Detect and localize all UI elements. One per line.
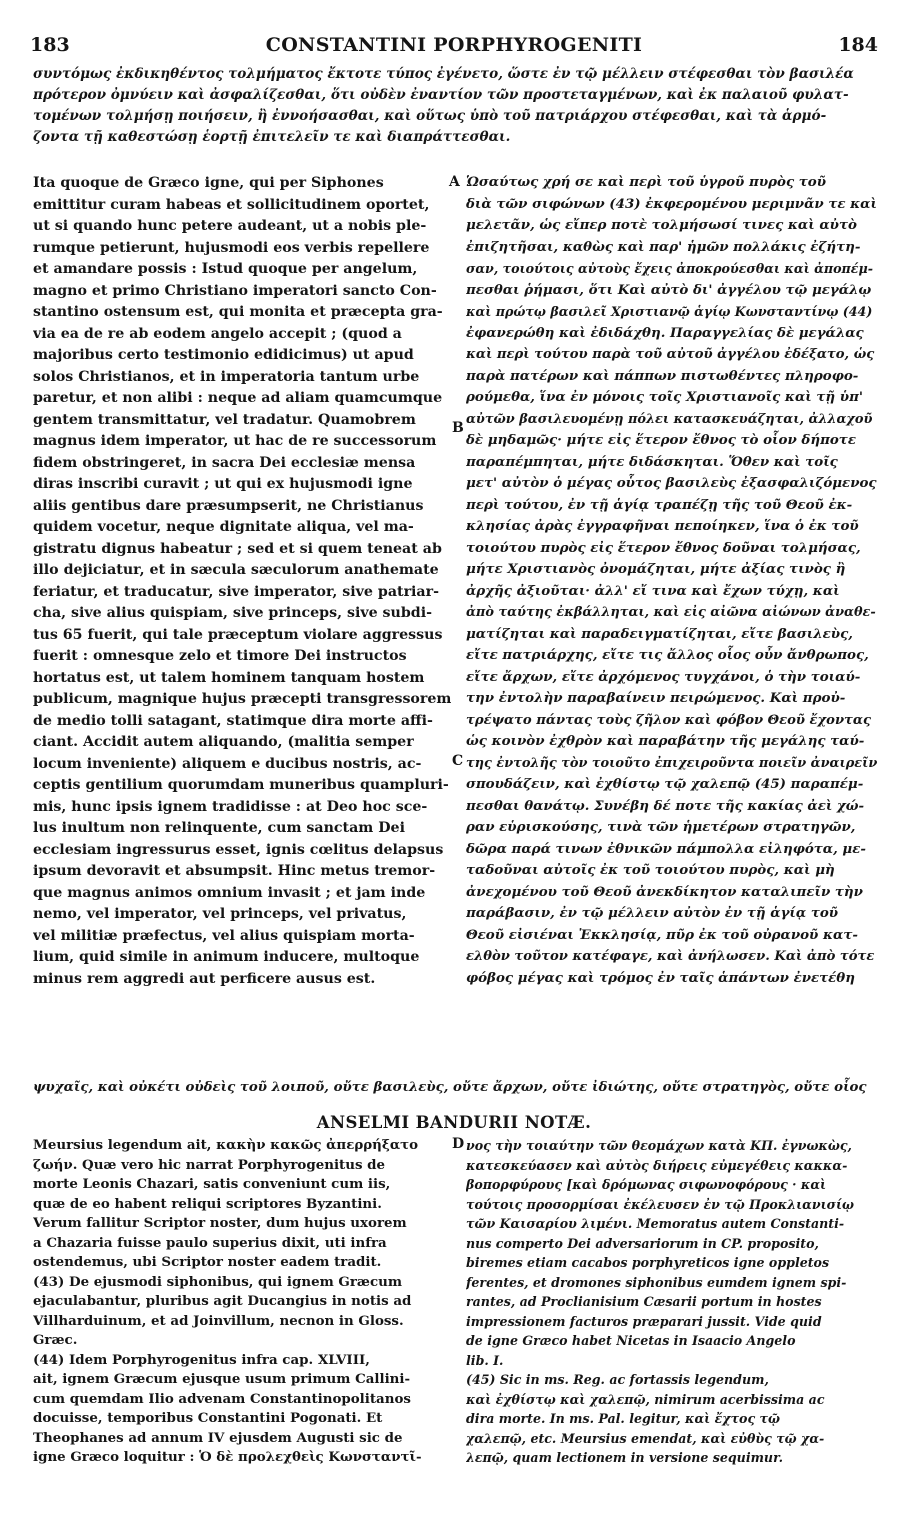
text-line: ἀρχῆς ἀξιοῦται· ἀλλ' εἴ τινα καὶ ἔχων τύχῃ, καὶ xyxy=(466,582,840,599)
note-line: docuisse, temporibus Constantini Pogonati. Et xyxy=(33,1410,383,1426)
text-line: ut si quando hunc petere audeant, ut a nobis ple- xyxy=(33,218,427,234)
text-line: Ita quoque de Græco igne, qui per Siphones xyxy=(33,175,384,191)
note-line: (45) Sic in ms. Reg. ac fortassis legendum, xyxy=(466,1372,769,1387)
text-line: την ἐντολὴν παραβαίνειν πειρώμενος. Καὶ προὐ- xyxy=(466,690,846,706)
text-line: ψυχαῖς, καὶ οὐκέτι οὐδεὶς τοῦ λοιποῦ, οὔτε βασιλεὺς, οὔτε ἄρχων, οὔτε ἰδιώτης, οὔτε στρατηγὸς, οὔτε οἷος xyxy=(33,1079,867,1095)
note-line: Villharduinum, et ad Joinvillum, necnon in Gloss. xyxy=(33,1312,404,1329)
note-line: καὶ ἐχθίστῳ καὶ χαλεπῷ, nimirum acerbissima ac xyxy=(466,1391,825,1407)
text-line: πεσθαι θανάτῳ. Συνέβη δέ ποτε τῆς κακίας ἀεὶ χώ- xyxy=(466,797,865,814)
margin-letter-d: D xyxy=(452,1136,465,1152)
note-line: κατεσκεύασεν καὶ αὐτὸς διήρεις εὐμεγέθεις κακκα- xyxy=(466,1157,848,1173)
text-line: περὶ τούτου, ἐν τῇ ἁγίᾳ τραπέζῃ τῆς τοῦ Θεοῦ ἐκ- xyxy=(466,496,853,513)
text-line: magnus idem imperator, ut hac de re successorum xyxy=(33,433,437,449)
text-line: εἴτε πατριάρχης, εἴτε τις ἄλλος οἷος οὖν ἄνθρωπος, xyxy=(466,647,869,663)
text-line: ραν εὑρισκούσης, τινὰ τῶν ἡμετέρων στρατηγῶν, xyxy=(466,819,856,835)
text-line: ἀπὸ ταύτης ἐκβάλληται, καὶ εἰς αἰῶνα αἰώνων ἀναθε- xyxy=(466,605,876,620)
greek-column xyxy=(466,172,878,989)
note-line: cum quemdam Ilio advenam Constantinopolitanos xyxy=(33,1390,411,1407)
text-line: minus rem aggredi aut perficere ausus est. xyxy=(33,970,376,987)
text-line: mis, hunc ipsis ignem tradidisse : at Deo hoc sce- xyxy=(33,798,428,815)
note-line: nus comperto Dei adversariorum in CP. proposito, xyxy=(466,1235,819,1251)
text-line: vel militiæ præfectus, vel alius quispiam morta- xyxy=(33,927,415,944)
text-line: hortatus est, ut talem hominem tanquam hostem xyxy=(33,669,425,686)
text-line: αὐτῶν βασιλευομένῃ πόλει κατασκευάζηται, ἀλλαχοῦ xyxy=(466,411,873,427)
note-line: νος τὴν τοιαύτην τῶν θεομάχων κατὰ ΚΠ. ἐγνωκὼς, xyxy=(466,1138,852,1153)
text-line: ζοντα τῇ καθεστώσῃ ἑορτῇ ἐπιτελεῖν τε καὶ διαπράττεσθαι. xyxy=(33,129,511,145)
note-line: a Chazaria fuisse paulo superius dixit, uti infra xyxy=(33,1234,387,1251)
note-line: βοπορφύρους [καὶ δρόμωνας σιφωνοφόρους · καὶ xyxy=(466,1177,827,1192)
note-line: dira morte. In ms. Pal. legitur, καὶ ἔχτος τῷ xyxy=(466,1411,780,1426)
text-line: μήτε Χριστιανὸς ὀνομάζηται, μήτε ἀξίας τινὸς ἢ xyxy=(466,561,846,577)
note-line: ostendemus, ubi Scriptor noster eadem tradit. xyxy=(33,1254,382,1270)
text-line: ἐφανερώθη καὶ ἐδιδάχθη. Παραγγελίας δὲ μεγάλας xyxy=(466,324,864,341)
note-line: Verum fallitur Scriptor noster, dum hujus uxorem xyxy=(33,1215,407,1231)
text-line: diras inscribi curavit ; ut qui ex hujusmodi igne xyxy=(33,476,413,492)
text-line: παρὰ πατέρων καὶ πάππων πιστωθέντες πληροφο- xyxy=(466,367,859,384)
text-line: lus inultum non relinquente, cum sanctam Dei xyxy=(33,820,405,836)
text-line: ecclesiam ingressurus esset, ignis cœlitus delapsus xyxy=(33,841,444,858)
text-line: καὶ περὶ τούτου παρὰ τοῦ αὐτοῦ ἀγγέλου ἐδέξατο, ὡς xyxy=(466,347,875,362)
note-line: χαλεπῷ, etc. Meursius emendat, καὶ εὐθὺς τῷ χα- xyxy=(466,1430,825,1446)
text-line: εἴτε ἄρχων, εἴτε ἀρχόμενος τυγχάνοι, ὁ τὴν τοιαύ- xyxy=(466,668,861,685)
text-line: ματίζηται καὶ παραδειγματίζηται, εἴτε βασιλεὺς, xyxy=(466,625,853,642)
note-line: (43) De ejusmodi siphonibus, qui ignem Græcum xyxy=(33,1273,403,1290)
note-line: rantes, ad Proclianisium Cæsarii portum in hostes xyxy=(466,1294,822,1309)
text-line: rumque petierunt, hujusmodi eos verbis repellere xyxy=(33,239,430,256)
text-line: πεσθαι ῥήμασι, ὅτι Καὶ αὐτὸ δι' ἀγγέλου τῷ μεγάλῳ xyxy=(466,281,872,298)
note-line: Theophanes ad annum IV ejusdem Augusti sic de xyxy=(33,1429,403,1446)
text-line: locum inveniente) aliquem e ducibus nostris, ac- xyxy=(33,755,422,772)
latin-column xyxy=(33,173,451,990)
page-number-left: 183 xyxy=(30,34,70,56)
text-line: paretur, et non alibi : neque ad aliam quamcumque xyxy=(33,390,443,406)
text-line: Ὡσαύτως χρή σε καὶ περὶ τοῦ ὑγροῦ πυρὸς τοῦ xyxy=(466,174,826,190)
text-line: illo dejiciatur, et in sæcula sæculorum anathemate xyxy=(33,562,439,578)
running-title: CONSTANTINI PORPHYROGENITI xyxy=(265,34,643,56)
note-line: impressionem facturos præparari jussit. Vide quid xyxy=(466,1313,822,1329)
text-line: μελετᾶν, ὡς εἴπερ ποτὲ τολμήσωσί τινες καὶ αὐτὸ xyxy=(466,217,857,233)
greek-continuation-top xyxy=(33,64,878,148)
text-line: gentem transmittatur, vel tradatur. Quamobrem xyxy=(33,411,416,428)
note-line: morte Leonis Chazari, satis conveniunt cum iis, xyxy=(33,1176,391,1192)
text-line: φόβος μέγας καὶ τρόμος ἐν ταῖς ἁπάντων ἐνετέθη xyxy=(466,969,855,986)
text-line: τομένων τολμήσῃ ποιήσειν, ἢ ἐννοήσασθαι, καὶ οὕτως ὑπὸ τοῦ πατριάρχου στέφεσθαι, καὶ τὰ ἁρμό- xyxy=(33,108,827,124)
note-line: quæ de eo habent reliqui scriptores Byzantini. xyxy=(33,1195,382,1212)
text-line: fuerit : omnesque zelo et timore Dei instructos xyxy=(33,648,407,664)
text-line: aliis gentibus dare præsumpserit, ne Christianus xyxy=(33,497,424,514)
margin-letter-b: B xyxy=(452,420,464,436)
text-line: συντόμως ἐκδικηθέντος τολμήματος ἔκτοτε τύπος ἐγένετο, ὥστε ἐν τῷ μέλλειν στέφεσθαι τὸν βασιλέα xyxy=(33,66,854,82)
greek-continuation-bottom xyxy=(33,1077,878,1098)
text-line: τοιούτου πυρὸς εἰς ἕτερον ἔθνος δοῦναι τολμήσας, xyxy=(466,539,861,556)
text-line: lium, quid simile in animum inducere, multoque xyxy=(33,949,420,965)
text-line: solos Christianos, et in imperatoria tantum urbe xyxy=(33,368,420,385)
text-line: διὰ τῶν σιφώνων (43) ἐκφερομένου μεριμνᾶν τε καὶ xyxy=(466,195,877,212)
text-line: ceptis gentilium quorumdam muneribus quampluri- xyxy=(33,777,449,793)
text-line: μετ' αὐτὸν ὁ μέγας οὗτος βασιλεὺς ἐξασφαλιζόμενος xyxy=(466,475,877,491)
text-line: ἐπιζητῆσαι, καθὼς καὶ παρ' ἡμῶν πολλάκις ἐζήτη- xyxy=(466,238,861,255)
notes-left-column xyxy=(33,1136,451,1468)
text-line: κλησίας ἀρὰς ἐγγραφῆναι πεποίηκεν, ἵνα ὁ ἐκ τοῦ xyxy=(466,518,859,534)
text-line: via ea de re ab eodem angelo accepit ; (quod a xyxy=(33,325,402,342)
text-line: πρότερον ὀμνύειν καὶ ἀσφαλίζεσθαι, ὅτι οὐδὲν ἐναντίον τῶν προστεταγμένων, καὶ ἐκ παλαιοῦ φυλατ- xyxy=(33,87,849,103)
text-line: emittitur curam habeas et sollicitudinem oportet, xyxy=(33,196,430,213)
text-line: δὲ μηδαμῶς· μήτε εἰς ἕτερον ἔθνος τὸ οἷον δήποτε xyxy=(466,432,856,448)
text-line: παράβασιν, ἐν τῷ μέλλειν αὐτὸν ἐν τῇ ἁγίᾳ τοῦ xyxy=(466,905,839,921)
text-line: ταδοῦναι αὐτοῖς ἐκ τοῦ τοιούτου πυρὸς, καὶ μὴ xyxy=(466,862,835,878)
text-line: ρούμεθα, ἵνα ἐν μόνοις τοῖς Χριστιανοῖς καὶ τῇ ὑπ' xyxy=(466,389,863,405)
note-line: de igne Græco habet Nicetas in Isaacio Angelo xyxy=(466,1333,796,1348)
margin-letter-a: A xyxy=(449,174,460,190)
note-line: ejaculabantur, pluribus agit Ducangius in notis ad xyxy=(33,1293,412,1309)
note-line: Græc. xyxy=(33,1332,78,1348)
text-line: que magnus animos omnium invasit ; et jam inde xyxy=(33,884,426,901)
note-line: ζωήν. Quæ vero hic narrat Porphyrogenitus de xyxy=(33,1156,386,1173)
note-line: ait, ignem Græcum ejusque usum primum Callini- xyxy=(33,1371,411,1387)
notes-right-column xyxy=(466,1136,878,1468)
text-line: Θεοῦ εἰσιέναι Ἐκκλησίᾳ, πῦρ ἐκ τοῦ οὐρανοῦ κατ- xyxy=(466,926,858,943)
text-line: tus 65 fuerit, qui tale præceptum violare aggressus xyxy=(33,626,443,643)
text-line: de medio tolli satagant, statimque dira morte affi- xyxy=(33,712,433,729)
text-line: cha, sive alius quispiam, sive princeps, sive subdi- xyxy=(33,605,432,621)
note-line: τῶν Καισαρίου λιμένι. Memoratus autem Constanti- xyxy=(466,1216,845,1231)
text-line: ἀνεχομένου τοῦ Θεοῦ ἀνεκδίκητον καταλιπεῖν τὴν xyxy=(466,883,863,900)
text-line: quidem vocetur, neque dignitate aliqua, vel ma- xyxy=(33,519,414,535)
text-line: τρέψατο πάντας τοὺς ζῆλον καὶ φόβον Θεοῦ ἔχοντας xyxy=(466,712,872,728)
text-line: majoribus certo testimonio edidicimus) ut apud xyxy=(33,347,414,363)
note-line: λεπῷ, quam lectionem in versione sequimur. xyxy=(466,1450,783,1465)
margin-letter-c: C xyxy=(452,753,464,769)
note-line: τούτοις προσορμίσαι ἐκέλευσεν ἐν τῷ Προκλιανισίῳ xyxy=(466,1196,855,1212)
text-line: gistratu dignus habeatur ; sed et si quem teneat ab xyxy=(33,540,442,557)
text-line: ciant. Accidit autem aliquando, (malitia semper xyxy=(33,734,414,750)
note-line: ferentes, et dromones siphonibus eumdem ignem spi- xyxy=(466,1274,847,1290)
text-line: της ἐντολῆς τὸν τοιοῦτο ἐπιχειροῦντα ποιεῖν ἀναιρεῖν xyxy=(466,755,878,771)
text-line: σπουδάζειν, καὶ ἐχθίστῳ τῷ χαλεπῷ (45) παραπέμ- xyxy=(466,776,864,792)
text-line: ὡς κοινὸν ἐχθρὸν καὶ παραβάτην τῆς μεγάλης ταύ- xyxy=(466,733,865,749)
text-line: magno et primo Christiano imperatori sancto Con- xyxy=(33,282,437,299)
text-line: stantino ostensum est, qui monita et præcepta gra- xyxy=(33,304,443,320)
text-line: καὶ πρώτῳ βασιλεῖ Χριστιανῷ ἁγίῳ Κωνσταντίνῳ (44) xyxy=(466,304,873,319)
text-line: feriatur, et traducatur, sive imperator, sive patriar- xyxy=(33,583,439,600)
text-line: δῶρα παρά τινων ἐθνικῶν πάμπολλα εἰληφότα, με- xyxy=(466,840,866,857)
running-header xyxy=(30,34,878,58)
note-line: (44) Idem Porphyrogenitus infra cap. XLVIII, xyxy=(33,1351,370,1368)
page-number-right: 184 xyxy=(838,34,878,56)
note-line: lib. I. xyxy=(466,1352,504,1368)
note-line: Meursius legendum ait, κακὴν κακῶς ἀπερρήξατο xyxy=(33,1137,419,1153)
text-line: fidem obstringeret, in sacra Dei ecclesiæ mensa xyxy=(33,454,416,471)
text-line: παραπέμπηται, μήτε διδάσκηται. Ὅθεν καὶ τοῖς xyxy=(466,453,838,470)
text-line: ελθὸν τοῦτον κατέφαγε, καὶ ἀνήλωσεν. Καὶ ἀπὸ τότε xyxy=(466,949,875,964)
text-line: σαν, τοιούτοις αὐτοὺς ἔχεις ἀποκρούεσθαι καὶ ἀποπέμ- xyxy=(466,261,873,276)
text-line: ipsum devoravit et absumpsit. Hinc metus tremor- xyxy=(33,863,436,879)
text-line: et amandare possis : Istud quoque per angelum, xyxy=(33,261,418,277)
note-line: biremes etiam cacabos porphyreticos igne oppletos xyxy=(466,1255,830,1270)
text-line: nemo, vel imperator, vel princeps, vel privatus, xyxy=(33,906,407,922)
text-line: publicum, magnique hujus præcepti transgressorem xyxy=(33,691,451,707)
note-line: igne Græco loquitur : Ὁ δὲ προλεχθεὶς Κωνσταντῖ- xyxy=(33,1449,422,1465)
notes-heading: ANSELMI BANDURII NOTÆ. xyxy=(316,1113,592,1132)
